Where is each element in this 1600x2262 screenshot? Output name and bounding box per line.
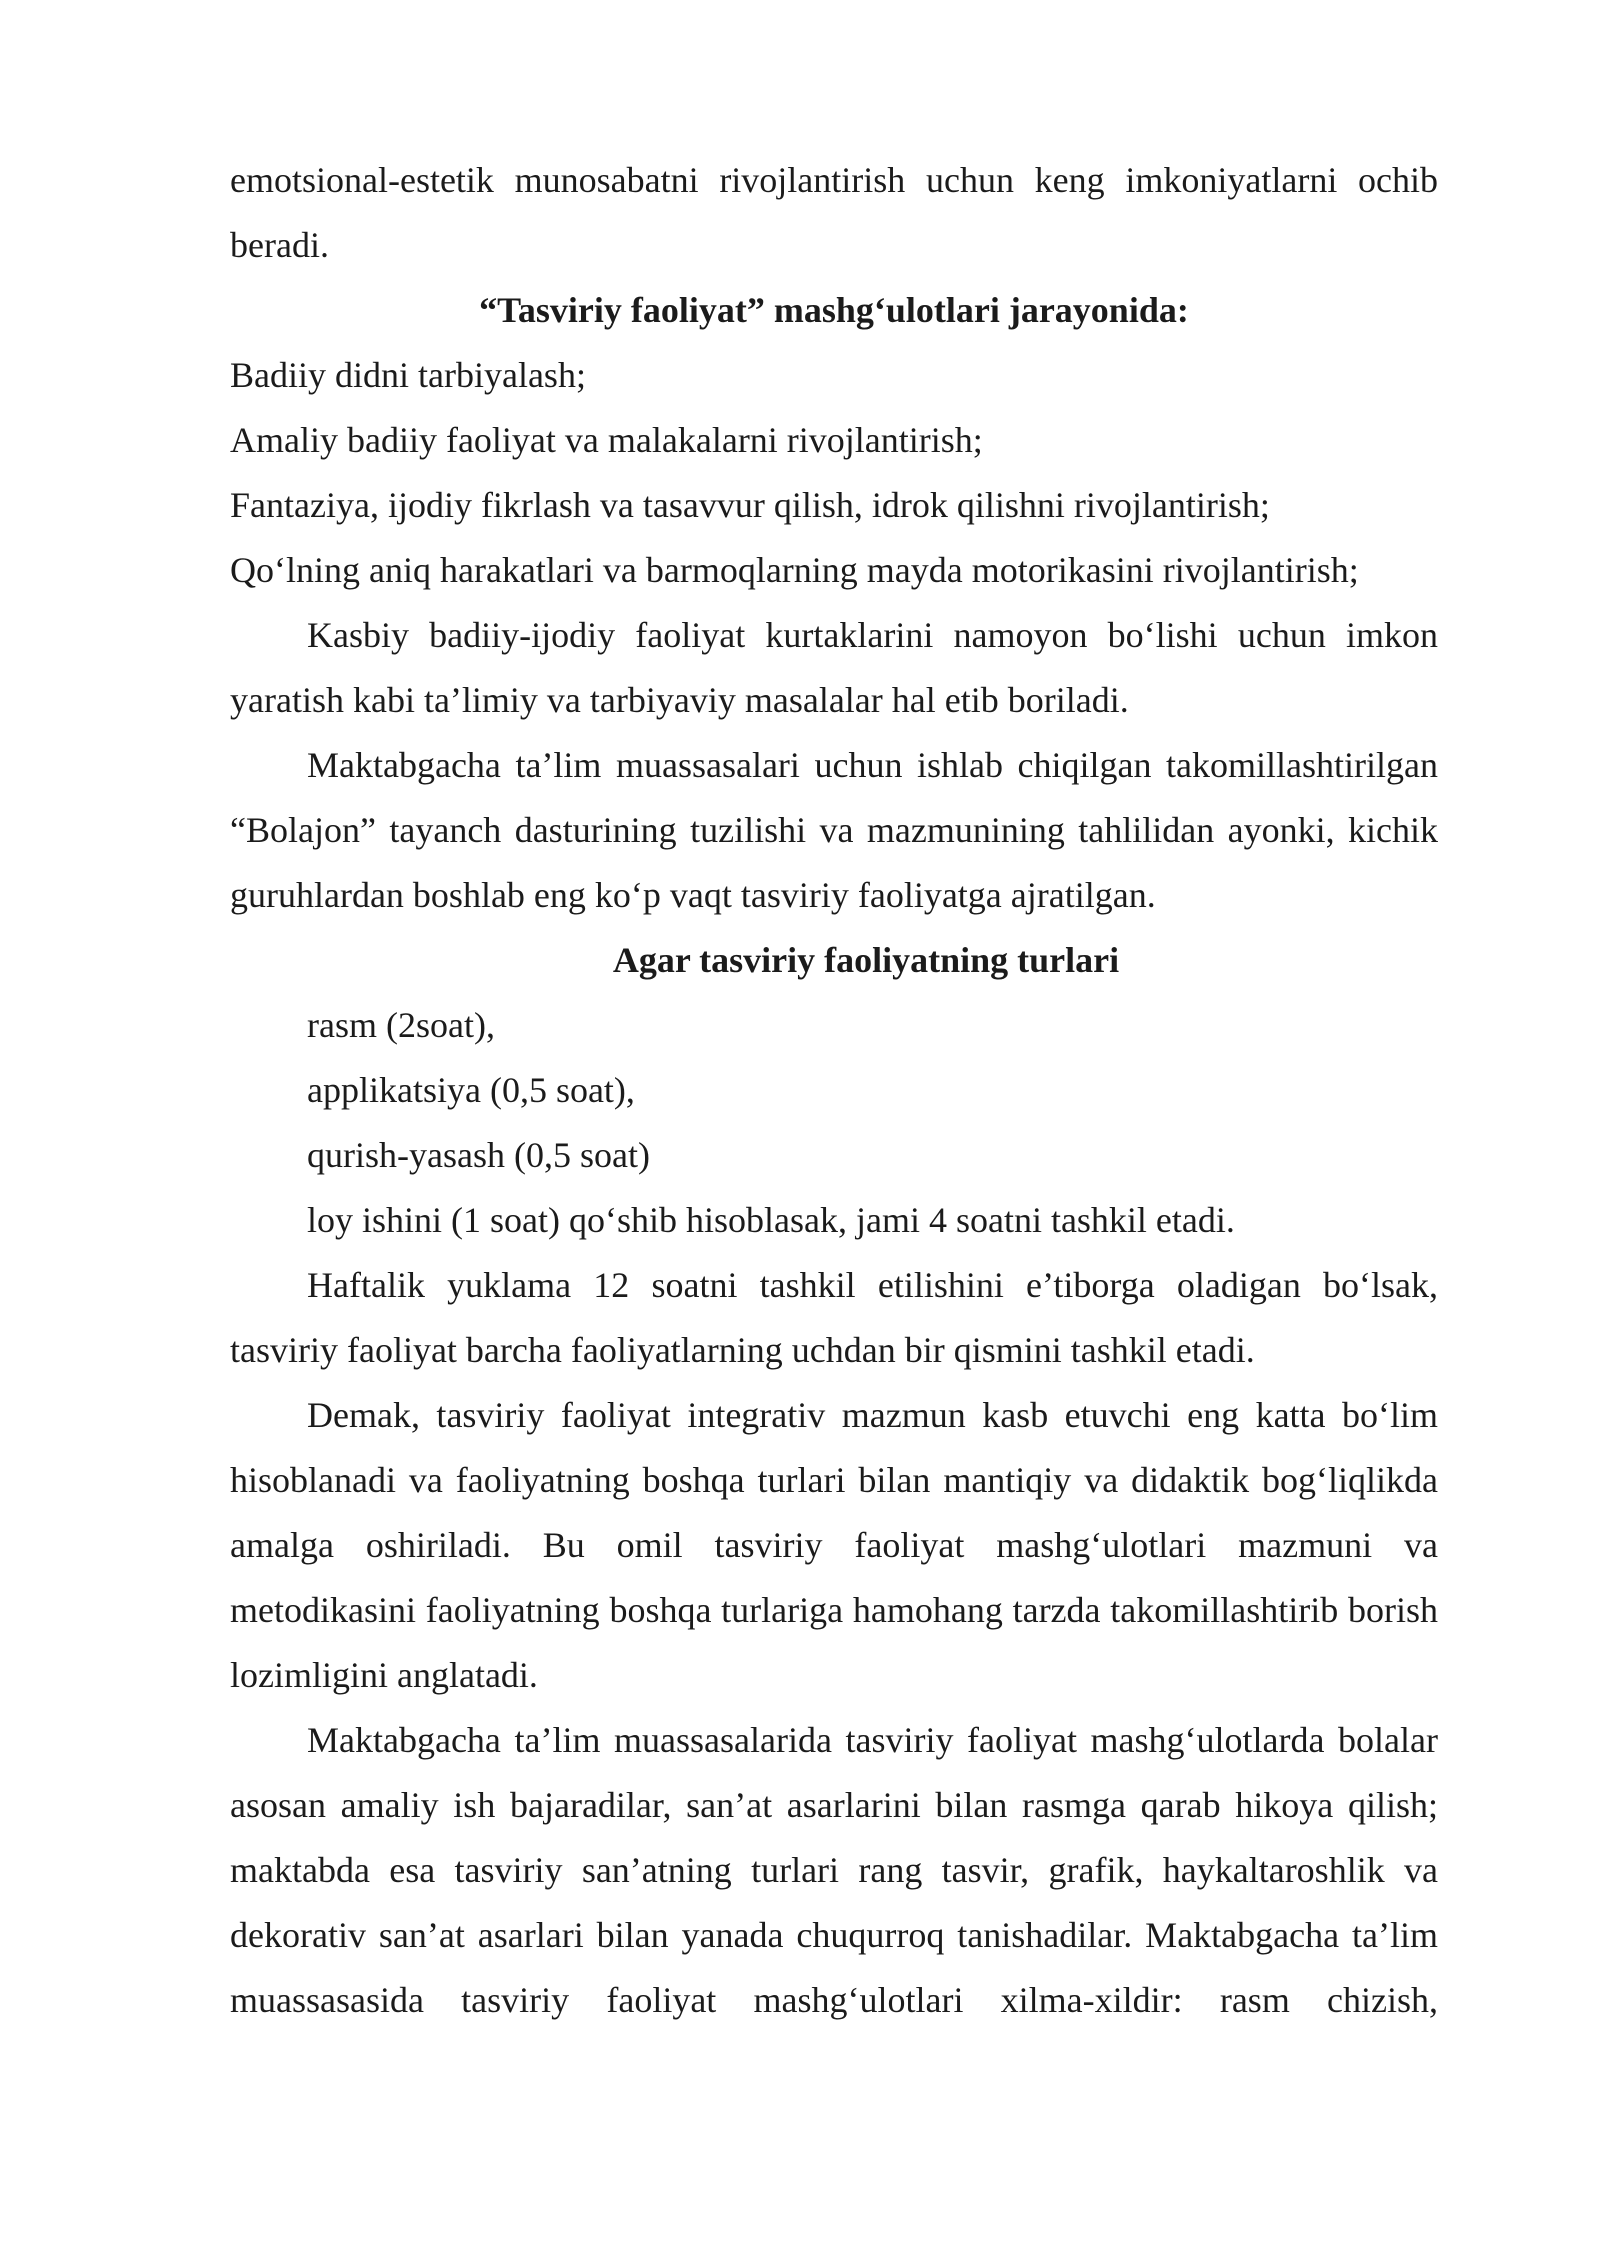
activity-type-construction: qurish-yasash (0,5 soat) — [307, 1135, 650, 1175]
paragraph-professional-creativity: Kasbiy badiiy-ijodiy faoliyat kurtaklarini namoyon bo‘lishi uchun imkon yaratish kabi ta’limiy va tarbiyaviy masalalar hal etib boriladi. — [230, 615, 1438, 720]
paragraph-preschool-activities: Maktabgacha ta’lim muassasalarida tasviriy faoliyat mashg‘ulotlarda bolalar asosan amaliy ish bajaradilar, san’at asarlarini bilan rasmga qarab hikoya qilish; maktabda esa tasviriy san’atning turlari rang tasvir, grafik, haykaltaroshlik va dekorativ san’at asarlari bilan yanada chuqurroq tanishadilar. Maktabgacha ta’lim muassasasida tasviriy faoliyat mashg‘ulotlari xilma-xildir: rasm chizish, — [230, 1720, 1438, 2020]
activity-type-clay-work: loy ishini (1 soat) qo‘shib hisoblasak, jami 4 soatni tashkil etadi. — [307, 1200, 1235, 1240]
activity-type-drawing: rasm (2soat), — [307, 1005, 495, 1045]
paragraph-integrative-content: Demak, tasviriy faoliyat integrativ mazmun kasb etuvchi eng katta bo‘lim hisoblanadi va faoliyatning boshqa turlari bilan mantiqiy va didaktik bog‘liqlikda amalga oshiriladi. Bu omil tasviriy faoliyat mashg‘ulotlari mazmuni va metodikasini faoliyatning boshqa turlariga hamohang tarzda takomillashtirib borish lozimligini anglatadi. — [230, 1395, 1438, 1695]
goal-item-practical-skills: Amaliy badiiy faoliyat va malakalarni rivojlantirish; — [230, 420, 983, 460]
section-heading-activity-types: Agar tasviriy faoliyatning turlari — [612, 940, 1120, 980]
paragraph-bolajon-program: Maktabgacha ta’lim muassasalari uchun ishlab chiqilgan takomillashtirilgan “Bolajon” tayanch dasturining tuzilishi va mazmunining tahlilidan ayonki, kichik guruhlardan boshlab eng ko‘p vaqt tasviriy faoliyatga ajratilgan. — [230, 745, 1438, 915]
goal-item-motor-skills: Qo‘lning aniq harakatlari va barmoqlarning mayda motorikasini rivojlantirish; — [230, 550, 1359, 590]
paragraph-intro-continuation: emotsional-estetik munosabatni rivojlantirish uchun keng imkoniyatlarni ochib beradi. — [230, 160, 1438, 265]
document-page — [230, 148, 1438, 2033]
activity-type-applique: applikatsiya (0,5 soat), — [307, 1070, 635, 1110]
section-heading-activities: “Tasviriy faoliyat” mashg‘ulotlari jarayonida: — [479, 290, 1189, 330]
goal-item-fantasy-thinking: Fantaziya, ijodiy fikrlash va tasavvur qilish, idrok qilishni rivojlantirish; — [230, 485, 1270, 525]
goal-item-artistic-taste: Badiiy didni tarbiyalash; — [230, 355, 586, 395]
paragraph-weekly-load: Haftalik yuklama 12 soatni tashkil etilishini e’tiborga oladigan bo‘lsak, tasviriy faoliyat barcha faoliyatlarning uchdan bir qismini tashkil etadi. — [230, 1265, 1438, 1370]
